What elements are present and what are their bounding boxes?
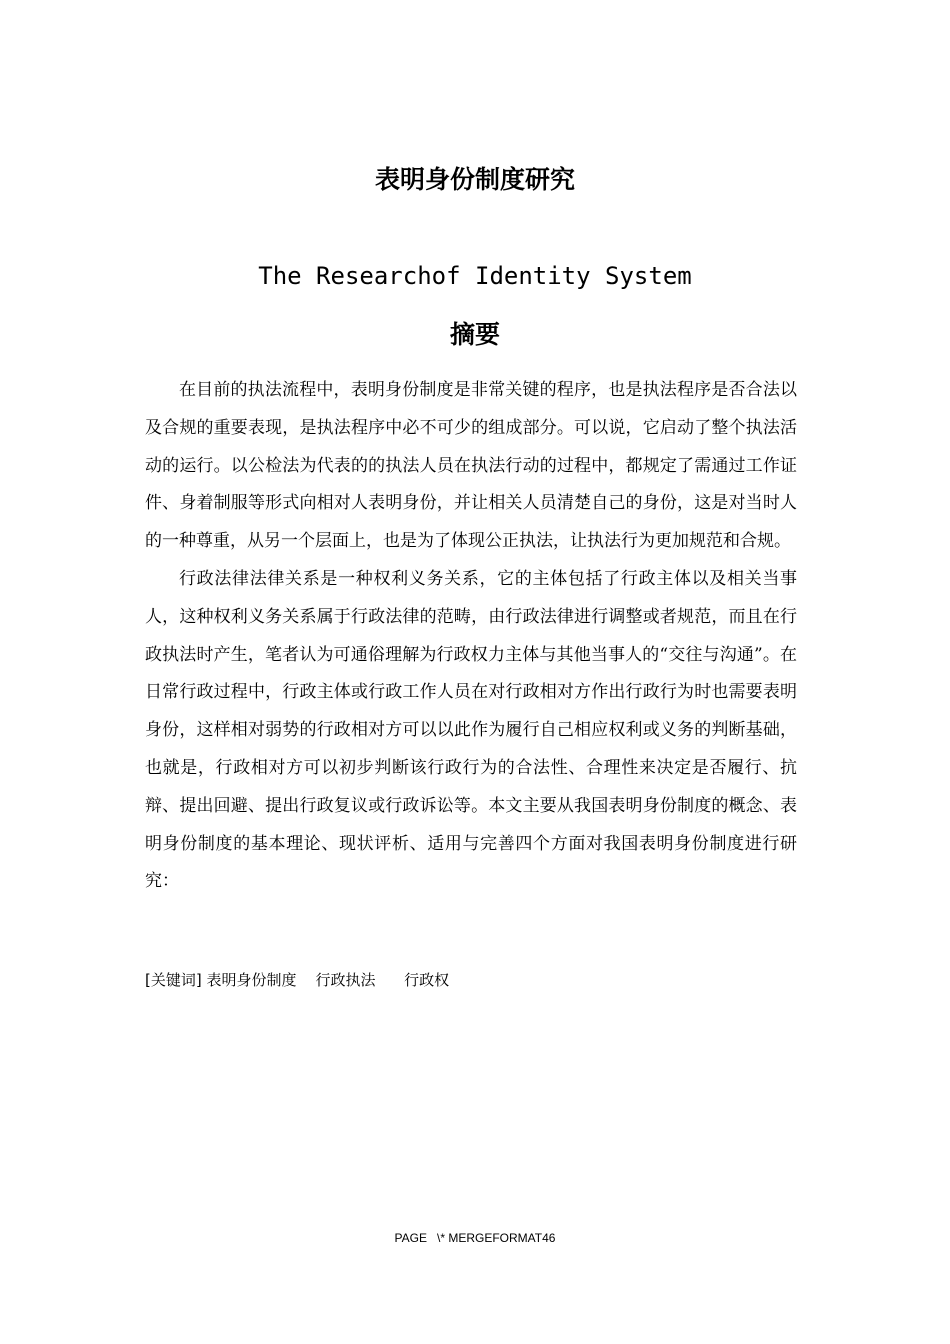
document-title-english: The Researchof Identity System	[258, 262, 692, 290]
document-title-chinese: 表明身份制度研究	[374, 165, 575, 194]
abstract-heading: 摘要	[449, 320, 500, 349]
abstract-paragraph-2: 行政法律法律关系是一种权利义务关系，它的主体包括了行政主体以及相关当事人，这种权利义务关系属于行政法律的范畴，由行政法律进行调整或者规范，而且在行政执法时产生，笔者认为可通俗理解为行政权力主体与其他当事人的“交往与沟通”。在日常行政过程中，行政主体或行政工作人员在对行政相对方作出行政行为时也需要表明身份，这样相对弱势的行政相对方可以以此作为履行自己相应权利或义务的判断基础，也就是，行政相对方可以初步判断该行政行为的合法性、合理性来决定是否履行、抗辩、提出回避、提出行政复议或行政诉讼等。本文主要从我国表明身份制度的概念、表明身份制度的基本理论、现状评析、适用与完善四个方面对我国表明身份制度进行研究：	[145, 568, 797, 892]
abstract-paragraph-1: 在目前的执法流程中，表明身份制度是非常关键的程序，也是执法程序是否合法以及合规的重要表现，是执法程序中必不可少的组成部分。可以说，它启动了整个执法活动的运行。以公检法为代表的的执法人员在执法行动的过程中，都规定了需通过工作证件、身着制服等形式向相对人表明身份，并让相关人员清楚自己的身份，这是对当时人的一种尊重，从另一个层面上，也是为了体现公正执法，让执法行为更加规范和合规。	[145, 380, 797, 552]
page-footer: PAGE \* MERGEFORMAT46	[394, 1231, 556, 1245]
keywords-line: [关键词] 表明身份制度 行政执法 行政权	[145, 971, 450, 989]
abstract-body	[145, 372, 797, 901]
